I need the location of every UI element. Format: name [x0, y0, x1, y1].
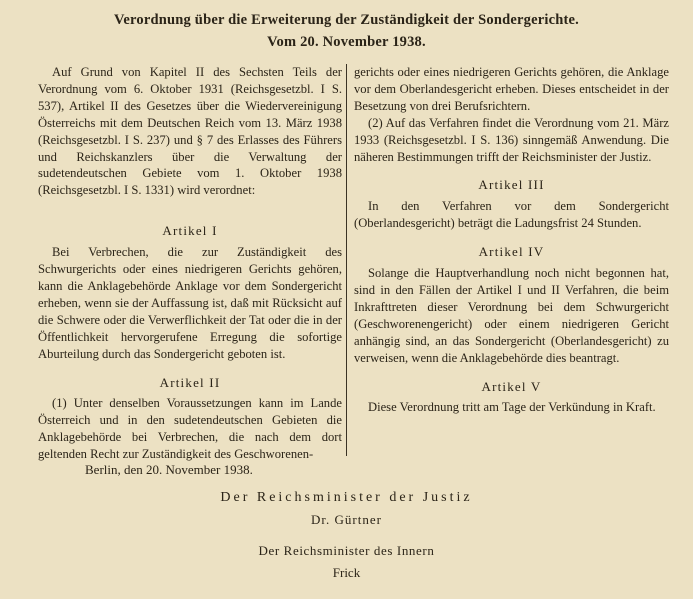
left-column — [38, 64, 342, 463]
document-date-line: Vom 20. November 1938. — [267, 34, 426, 50]
preamble-paragraph: Auf Grund von Kapitel II des Sechsten Teils der Verordnung vom 6. Oktober 1931 (Reichsgesetzbl. I S. 537), Artikel II des Gesetzes über die Wiedervereinigung Österreichs mit dem Deutschen Reich vom 13. März 1938 (Reichsgesetzbl. I S. 237) und § 7 des Erlasses des Führers und Reichskanzlers über die Verwaltung der sudetendeutschen Gebiete vom 1. Oktober 1938 (Reichsgesetzbl. I S. 1331) wird verordnet: — [38, 65, 342, 198]
signer-2-name: Frick — [332, 565, 361, 580]
article-2-continuation: gerichts oder eines niedrigeren Gerichts gehören, die Anklage vor dem Oberlandesgericht erheben. Dieses entscheidet in der Besetzung von drei Berufsrichtern. — [354, 65, 669, 113]
column-divider — [346, 64, 347, 456]
article-2-paragraph-1: (1) Unter denselben Voraussetzungen kann im Lande Österreich und in den sudetendeutschen Gebieten die Anklagebehörde bei Verbrechen, die nach dem dort geltenden Recht zur Zuständigkeit des Geschworenen- — [38, 396, 342, 462]
signer-1-name: Dr. Gürtner — [311, 512, 382, 527]
signer-1-title: Der Reichsminister der Justiz — [220, 490, 473, 505]
article-5-heading: Artikel V — [481, 378, 542, 394]
article-3-heading: Artikel III — [478, 177, 545, 193]
article-5-text: Diese Verordnung tritt am Tage der Verkündung in Kraft. — [368, 400, 656, 415]
article-1-text: Bei Verbrechen, die zur Zuständigkeit des Schwurgerichts oder eines niedrigeren Gerichts gehören, kann die Anklagebehörde Anklage vor dem Sondergericht erheben, wenn sie der Auffassung ist, daß mit Rücksicht auf die Schwere oder die Verwerflichkeit der Tat oder die in der Öffentlichkeit hervorgerufene Erregung die sofortige Aburteilung durch das Sondergericht geboten ist. — [38, 245, 342, 361]
place-date: Berlin, den 20. November 1938. — [85, 462, 253, 477]
article-2-heading: Artikel II — [159, 374, 221, 390]
article-4-text: Solange die Hauptverhandlung noch nicht begonnen hat, sind in den Fällen der Artikel I und II Verfahren, die beim Inkrafttreten dieser Verordnung bei dem Schwurgericht (Geschworenengericht) oder einem niedrigeren Gericht anhängig sind, an das Sondergericht (Oberlandesgericht) zu verweisen, wenn die Anklagebehörde dies beantragt. — [354, 266, 669, 365]
signer-2-title: Der Reichsminister des Innern — [258, 543, 435, 558]
article-1-heading: Artikel I — [162, 223, 218, 239]
right-column — [354, 64, 669, 416]
article-3-text: In den Verfahren vor dem Sondergericht (Oberlandesgericht) beträgt die Ladungsfrist 24 Stunden. — [354, 199, 669, 231]
document-title: Verordnung über die Erweiterung der Zuständigkeit der Sondergerichte. — [114, 12, 579, 28]
article-2-paragraph-2: (2) Auf das Verfahren findet die Verordnung vom 21. März 1933 (Reichsgesetzbl. I S. 136) sinngemäß Anwendung. Die näheren Bestimmungen trifft der Reichsminister der Justiz. — [354, 115, 669, 164]
article-4-heading: Artikel IV — [478, 244, 545, 260]
